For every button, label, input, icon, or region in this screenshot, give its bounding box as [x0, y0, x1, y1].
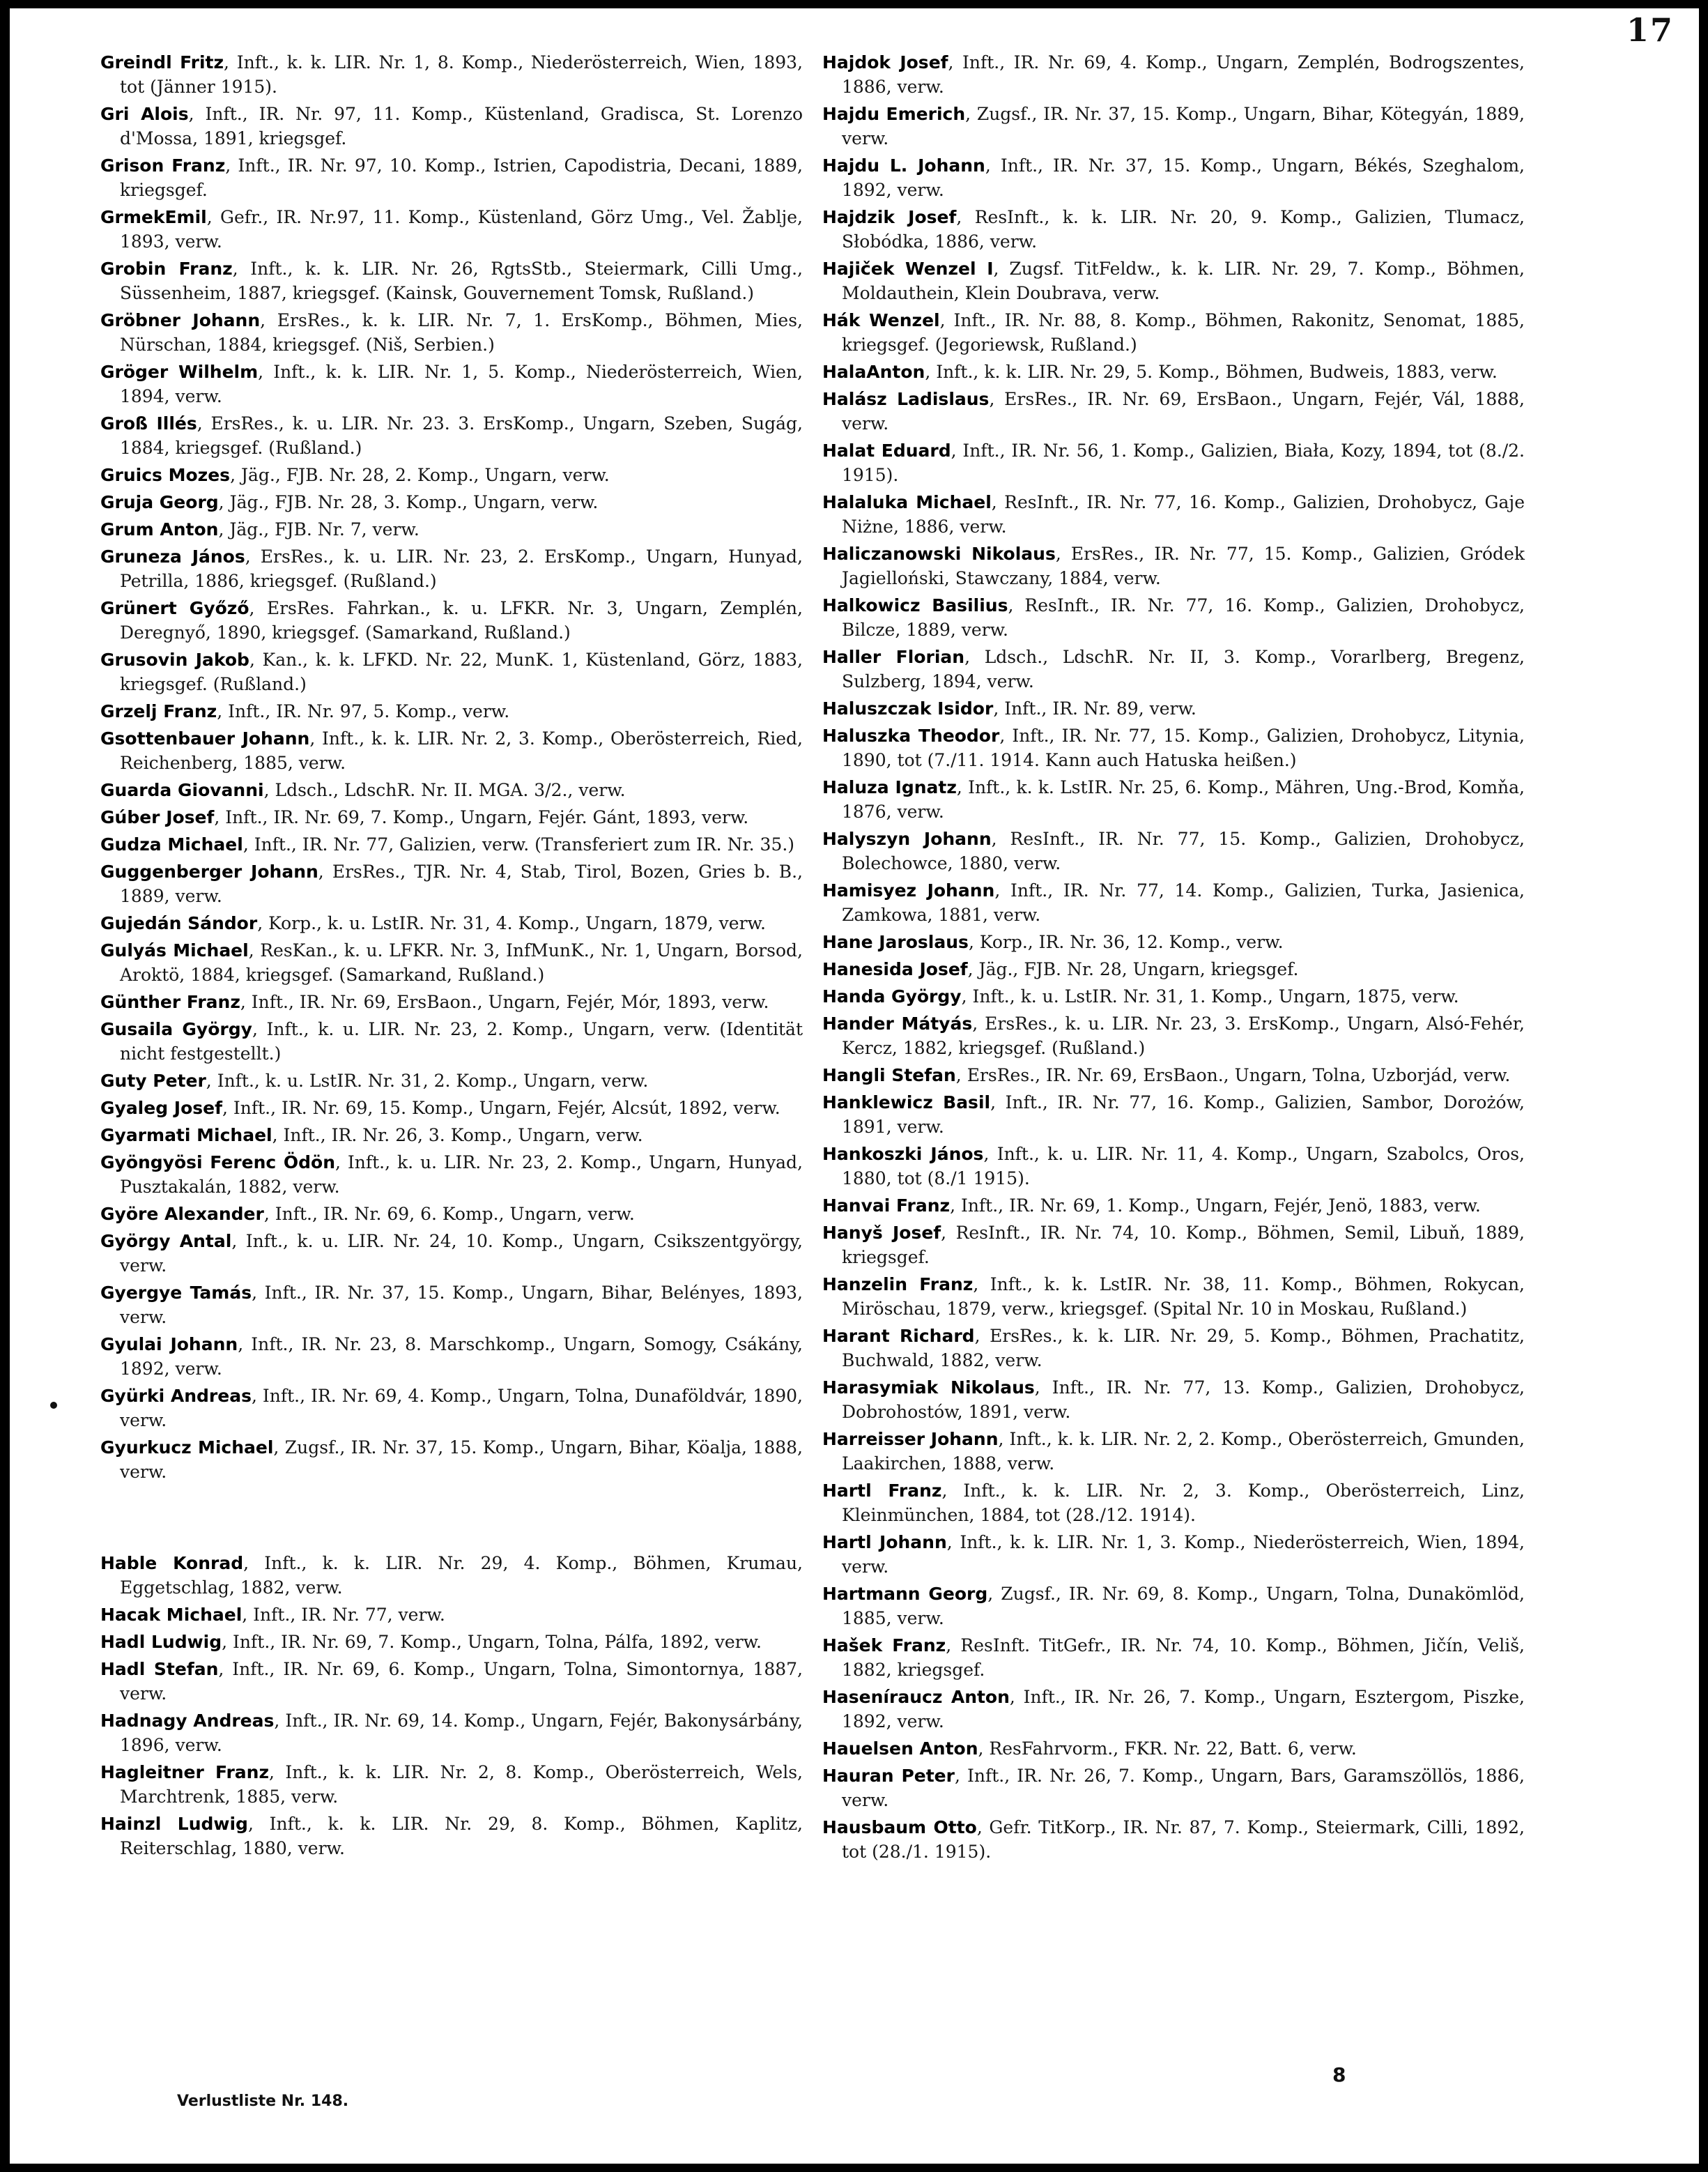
casualty-entry	[822, 1427, 1525, 1476]
casualty-name: Gruja Georg	[100, 492, 219, 512]
casualty-name: Hartl Franz	[822, 1481, 942, 1501]
casualty-details: , Inft., IR. Nr. 26, 7. Komp., Ungarn, Esztergom, Piszke, 1892, verw.	[842, 1687, 1525, 1731]
casualty-entry	[822, 1530, 1525, 1579]
casualty-details: , Inft., IR. Nr. 69, ErsBaon., Ungarn, Fejér, Mór, 1893, verw.	[240, 992, 769, 1012]
casualty-entry	[100, 778, 803, 802]
casualty-entry	[100, 1096, 803, 1120]
casualty-details: , Inft., k. u. LstIR. Nr. 31, 2. Komp., Ungarn, verw.	[206, 1071, 649, 1091]
casualty-details: , ResInft., IR. Nr. 74, 10. Komp., Böhmen, Semil, Libuň, 1889, kriegsgef.	[842, 1223, 1525, 1267]
casualty-name: Gudza Michael	[100, 834, 243, 855]
casualty-entry	[100, 1435, 803, 1484]
casualty-details: , Jäg., FJB. Nr. 7, verw.	[218, 519, 420, 540]
casualty-entry	[100, 1603, 803, 1627]
casualty-entry	[100, 411, 803, 460]
casualty-name: Hajdzik Josef	[822, 207, 957, 227]
casualty-entry	[822, 1815, 1525, 1864]
casualty-name: Hanklewicz Basil	[822, 1092, 991, 1112]
casualty-details: , Inft., IR. Nr. 26, 7. Komp., Ungarn, Bars, Garamszöllös, 1886, verw.	[842, 1766, 1525, 1810]
casualty-entry	[822, 308, 1525, 357]
casualty-name: Hajdu Emerich	[822, 104, 966, 124]
casualty-details: , Inft., IR. Nr. 97, 11. Komp., Küstenland, Gradisca, St. Lorenzo d'Mossa, 1891, kriegsgef.	[120, 104, 803, 148]
casualty-entry	[100, 1017, 803, 1066]
casualty-details: , ResKan., k. u. LFKR. Nr. 3, InfMunK., Nr. 1, Ungarn, Borsod, Aroktö, 1884, kriegsgef. (Samarkand, Rußland.)	[120, 940, 803, 985]
casualty-details: , Inft., IR. Nr. 97, 5. Komp., verw.	[217, 701, 510, 721]
casualty-details: , Inft., k. k. LstIR. Nr. 38, 11. Komp., Böhmen, Rokycan, Miröschau, 1879, verw., kriegsgef. (Spital Nr. 10 in Moskau, Rußland.)	[842, 1274, 1525, 1319]
casualty-name: Hable Konrad	[100, 1553, 244, 1573]
casualty-name: Harreisser Johann	[822, 1429, 999, 1449]
casualty-details: , Inft., IR. Nr. 69, 7. Komp., Ungarn, Fejér. Gánt, 1893, verw.	[214, 807, 749, 827]
casualty-name: Haliczanowski Nikolaus	[822, 544, 1056, 564]
casualty-details: , ResInft., IR. Nr. 77, 16. Komp., Galizien, Drohobycz, Gaje Niżne, 1886, verw.	[842, 492, 1525, 537]
casualty-entry	[100, 1150, 803, 1199]
casualty-name: Gyöngyösi Ferenc Ödön	[100, 1152, 335, 1172]
casualty-entry	[822, 645, 1525, 694]
casualty-details: , Gefr. TitKorp., IR. Nr. 87, 7. Komp., Steiermark, Cilli, 1892, tot (28./1. 1915).	[842, 1817, 1525, 1862]
casualty-name: Haluszka Theodor	[822, 726, 1000, 746]
casualty-entry	[822, 438, 1525, 487]
casualty-entry	[100, 1332, 803, 1381]
casualty-name: Grum Anton	[100, 519, 219, 540]
casualty-name: GrmekEmil	[100, 207, 207, 227]
casualty-name: Hamisyez Johann	[822, 880, 995, 901]
casualty-entry	[822, 1582, 1525, 1630]
casualty-name: Hainzl Ludwig	[100, 1814, 248, 1834]
casualty-details: , Jäg., FJB. Nr. 28, 3. Komp., Ungarn, verw.	[218, 492, 599, 512]
casualty-details: , Zugsf., IR. Nr. 37, 15. Komp., Ungarn, Bihar, Köalja, 1888, verw.	[120, 1437, 803, 1482]
casualty-name: Gyurkucz Michael	[100, 1437, 274, 1458]
casualty-entry	[100, 1708, 803, 1757]
casualty-details: , Jäg., FJB. Nr. 28, 2. Komp., Ungarn, verw.	[230, 465, 610, 485]
casualty-details: , Inft., IR. Nr. 77, 13. Komp., Galizien, Drohobycz, Dobrohostów, 1891, verw.	[842, 1377, 1525, 1422]
casualty-details: , Inft., k. u. LIR. Nr. 23, 2. Komp., Ungarn, Hunyad, Pusztakalán, 1882, verw.	[120, 1152, 803, 1197]
casualty-details: , Inft., k. k. LIR. Nr. 29, 4. Komp., Böhmen, Krumau, Eggetschlag, 1882, verw.	[120, 1553, 803, 1598]
casualty-details: , Inft., IR. Nr. 37, 15. Komp., Ungarn, Bihar, Belényes, 1893, verw.	[120, 1283, 803, 1327]
casualty-entry	[822, 1272, 1525, 1321]
casualty-name: Hajiček Wenzel I	[822, 259, 994, 279]
casualty-details: , ErsRes., k. k. LIR. Nr. 29, 5. Komp., Böhmen, Prachatitz, Buchwald, 1882, verw.	[842, 1326, 1525, 1370]
casualty-details: , Inft., k. k. LIR. Nr. 2, 3. Komp., Oberösterreich, Linz, Kleinmünchen, 1884, tot (28./12. 1914).	[842, 1481, 1525, 1525]
casualty-details: , Inft., IR. Nr. 69, 14. Komp., Ungarn, Fejér, Bakonysárbány, 1896, verw.	[120, 1711, 803, 1755]
casualty-name: Gyulai Johann	[100, 1334, 238, 1354]
casualty-name: Gyarmati Michael	[100, 1125, 272, 1145]
casualty-name: Halat Eduard	[822, 441, 951, 461]
casualty-entry	[100, 805, 803, 829]
casualty-name: HalaAnton	[822, 362, 925, 382]
casualty-name: Guarda Giovanni	[100, 780, 264, 800]
page-number: 17	[1626, 11, 1674, 49]
casualty-name: Grison Franz	[100, 155, 226, 176]
casualty-name: Hacak Michael	[100, 1605, 243, 1625]
casualty-entry	[822, 878, 1525, 927]
casualty-details: , ErsRes., TJR. Nr. 4, Stab, Tirol, Bozen, Gries b. B., 1889, verw.	[120, 862, 803, 906]
casualty-entry	[100, 205, 803, 254]
casualty-details: , ErsRes., k. u. LIR. Nr. 23. 3. ErsKomp., Ungarn, Szeben, Sugág, 1884, kriegsgef. (Rußland.)	[120, 413, 803, 458]
casualty-entry	[822, 50, 1525, 99]
casualty-entry	[822, 1478, 1525, 1527]
casualty-name: Grünert Győző	[100, 598, 249, 618]
casualty-entry	[100, 1812, 803, 1860]
casualty-details: , Inft., IR. Nr. 77, 14. Komp., Galizien, Turka, Jasienica, Zamkowa, 1881, verw.	[842, 880, 1525, 925]
casualty-name: Haller Florian	[822, 647, 965, 667]
casualty-name: Gujedán Sándor	[100, 913, 258, 933]
casualty-entry	[100, 102, 803, 151]
casualty-details: , ErsRes., IR. Nr. 69, ErsBaon., Ungarn, Tolna, Uzborjád, verw.	[955, 1065, 1511, 1085]
casualty-details: , Inft., k. k. LIR. Nr. 1, 5. Komp., Niederösterreich, Wien, 1894, verw.	[120, 362, 803, 406]
casualty-entry	[100, 832, 803, 857]
casualty-details: , Inft., k. k. LIR. Nr. 29, 8. Komp., Böhmen, Kaplitz, Reiterschlag, 1880, verw.	[120, 1814, 803, 1858]
list-label: Verlustliste Nr. 148.	[177, 2093, 349, 2110]
casualty-name: Hane Jaroslaus	[822, 932, 969, 952]
casualty-details: , Inft., IR. Nr. 77, 15. Komp., Galizien, Drohobycz, Litynia, 1890, tot (7./11. 1914. Kann auch Hatuska heißen.)	[842, 726, 1525, 770]
casualty-entry	[822, 775, 1525, 824]
casualty-entry	[822, 1063, 1525, 1087]
casualty-name: Gúber Josef	[100, 807, 215, 827]
casualty-details: , Kan., k. k. LFKD. Nr. 22, MunK. 1, Küstenland, Görz, 1883, kriegsgef. (Rußland.)	[120, 650, 803, 694]
casualty-entry	[822, 1736, 1525, 1761]
casualty-name: Handa György	[822, 986, 962, 1007]
casualty-entry	[822, 1193, 1525, 1218]
casualty-name: Harasymiak Nikolaus	[822, 1377, 1035, 1398]
casualty-name: Günther Franz	[100, 992, 240, 1012]
casualty-details: , ErsRes., k. u. LIR. Nr. 23, 2. ErsKomp., Ungarn, Hunyad, Petrilla, 1886, kriegsgef. (Rußland.)	[120, 546, 803, 591]
casualty-details: , Ldsch., LdschR. Nr. II. MGA. 3/2., verw.	[263, 780, 626, 800]
casualty-name: Gri Alois	[100, 104, 189, 124]
casualty-details: , Inft., k. k. LIR. Nr. 2, 2. Komp., Oberösterreich, Gmunden, Laakirchen, 1888, verw.	[842, 1429, 1525, 1474]
casualty-name: Györe Alexander	[100, 1204, 264, 1224]
casualty-entry	[822, 490, 1525, 539]
right-column	[822, 50, 1525, 1867]
casualty-details: , Jäg., FJB. Nr. 28, Ungarn, kriegsgef.	[967, 959, 1299, 979]
casualty-name: Hašek Franz	[822, 1635, 946, 1655]
casualty-name: Gruneza János	[100, 546, 245, 567]
casualty-details: , Inft., k. k. LIR. Nr. 26, RgtsStb., Steiermark, Cilli Umg., Süssenheim, 1887, kriegsgef. (Kainsk, Gouvernement Tomsk, Rußland.)	[120, 259, 803, 303]
casualty-details: , Gefr., IR. Nr.97, 11. Komp., Küstenland, Görz Umg., Vel. Žablje, 1893, verw.	[120, 207, 803, 252]
casualty-name: Gusaila György	[100, 1019, 252, 1039]
casualty-name: Gruics Mozes	[100, 465, 231, 485]
casualty-entry	[822, 1142, 1525, 1191]
casualty-entry	[822, 1375, 1525, 1424]
casualty-details: , Inft., IR. Nr. 69, 1. Komp., Ungarn, Fejér, Jenö, 1883, verw.	[950, 1195, 1481, 1216]
casualty-entry	[822, 360, 1525, 384]
casualty-entry	[100, 1229, 803, 1278]
casualty-name: Halász Ladislaus	[822, 389, 990, 409]
casualty-details: , ErsRes., k. k. LIR. Nr. 7, 1. ErsKomp., Böhmen, Mies, Nürschan, 1884, kriegsgef. (Niš, Serbien.)	[120, 310, 803, 355]
casualty-entry	[822, 827, 1525, 875]
casualty-details: , Inft., IR. Nr. 88, 8. Komp., Böhmen, Rakonitz, Senomat, 1885, kriegsgef. (Jegoriewsk, Rußland.)	[842, 310, 1525, 355]
casualty-details: , Inft., IR. Nr. 77, 16. Komp., Galizien, Sambor, Dorożów, 1891, verw.	[842, 1092, 1525, 1137]
casualty-details: , Inft., IR. Nr. 69, 7. Komp., Ungarn, Tolna, Pálfa, 1892, verw.	[222, 1632, 762, 1652]
casualty-entry	[822, 984, 1525, 1009]
casualty-entry	[822, 1324, 1525, 1372]
casualty-name: Guggenberger Johann	[100, 862, 318, 882]
casualty-entry	[822, 205, 1525, 254]
casualty-details: , ErsRes., IR. Nr. 77, 15. Komp., Galizien, Gródek Jagielloński, Stawczany, 1884, verw.	[842, 544, 1525, 588]
casualty-details: , Inft., IR. Nr. 69, 6. Komp., Ungarn, verw.	[263, 1204, 635, 1224]
casualty-name: Hanyš Josef	[822, 1223, 941, 1243]
casualty-entry	[100, 1280, 803, 1329]
casualty-entry	[822, 102, 1525, 151]
casualty-entry	[100, 859, 803, 908]
casualty-entry	[100, 938, 803, 987]
casualty-details: , Korp., IR. Nr. 36, 12. Komp., verw.	[968, 932, 1284, 952]
casualty-name: Hartmann Georg	[822, 1584, 988, 1604]
casualty-entry	[822, 930, 1525, 954]
casualty-details: , ResFahrvorm., FKR. Nr. 22, Batt. 6, verw.	[978, 1738, 1357, 1759]
casualty-details: , Inft., k. k. LstIR. Nr. 25, 6. Komp., Mähren, Ung.-Brod, Komňa, 1876, verw.	[842, 777, 1525, 822]
casualty-entry	[100, 490, 803, 514]
casualty-entry	[822, 593, 1525, 642]
casualty-entry	[100, 648, 803, 696]
casualty-name: Hanvai Franz	[822, 1195, 951, 1216]
casualty-entry	[100, 544, 803, 593]
sheet-number: 8	[1332, 2063, 1346, 2086]
document-page	[10, 8, 1699, 2164]
casualty-name: Halyszyn Johann	[822, 829, 992, 849]
casualty-details: , Ldsch., LdschR. Nr. II, 3. Komp., Vorarlberg, Bregenz, Sulzberg, 1894, verw.	[842, 647, 1525, 691]
casualty-entry	[822, 1090, 1525, 1139]
casualty-entry	[100, 308, 803, 357]
casualty-name: Hangli Stefan	[822, 1065, 956, 1085]
casualty-entry	[100, 1630, 803, 1654]
casualty-details: , Inft., k. k. LIR. Nr. 1, 8. Komp., Niederösterreich, Wien, 1893, tot (Jänner 1915).	[120, 52, 803, 97]
casualty-details: , Inft., IR. Nr. 69, 6. Komp., Ungarn, Tolna, Simontornya, 1887, verw.	[120, 1659, 803, 1704]
casualty-name: Gyergye Tamás	[100, 1283, 252, 1303]
casualty-details: , Korp., k. u. LstIR. Nr. 31, 4. Komp., Ungarn, 1879, verw.	[257, 913, 766, 933]
casualty-name: Hartl Johann	[822, 1532, 947, 1552]
casualty-name: Guty Peter	[100, 1071, 206, 1091]
casualty-entry	[100, 517, 803, 542]
casualty-details: , Inft., IR. Nr. 56, 1. Komp., Galizien, Biała, Kozy, 1894, tot (8./2. 1915).	[842, 441, 1525, 485]
casualty-name: Haluza Ignatz	[822, 777, 957, 797]
casualty-entry	[822, 1011, 1525, 1060]
casualty-name: Halaluka Michael	[822, 492, 992, 512]
casualty-details: , ResInft., IR. Nr. 77, 15. Komp., Galizien, Drohobycz, Bolechowce, 1880, verw.	[842, 829, 1525, 873]
casualty-name: Hadnagy Andreas	[100, 1711, 275, 1731]
casualty-entry	[100, 1123, 803, 1147]
casualty-details: , Inft., IR. Nr. 26, 3. Komp., Ungarn, verw.	[272, 1125, 643, 1145]
casualty-entry	[822, 1221, 1525, 1269]
casualty-name: Harant Richard	[822, 1326, 975, 1346]
casualty-name: Gulyás Michael	[100, 940, 249, 961]
casualty-entry	[100, 1760, 803, 1809]
casualty-entry	[822, 257, 1525, 305]
casualty-entry	[822, 696, 1525, 721]
casualty-details: , ResInft. TitGefr., IR. Nr. 74, 10. Komp., Böhmen, Jičín, Veliš, 1882, kriegsgef.	[842, 1635, 1525, 1680]
casualty-entry	[100, 1202, 803, 1226]
casualty-name: Groß Illés	[100, 413, 197, 434]
casualty-entry	[100, 726, 803, 775]
casualty-name: Hajdu L. Johann	[822, 155, 985, 176]
casualty-name: Greindl Fritz	[100, 52, 224, 72]
casualty-name: Hadl Stefan	[100, 1659, 219, 1679]
casualty-details: , Inft., IR. Nr. 69, 15. Komp., Ungarn, Fejér, Alcsút, 1892, verw.	[222, 1098, 780, 1118]
casualty-details: , Inft., k. u. LIR. Nr. 24, 10. Komp., Ungarn, Csikszentgyörgy, verw.	[120, 1231, 803, 1276]
casualty-name: Hauelsen Anton	[822, 1738, 978, 1759]
casualty-name: Gröbner Johann	[100, 310, 261, 330]
casualty-details: , ResInft., IR. Nr. 77, 16. Komp., Galizien, Drohobycz, Bilcze, 1889, verw.	[842, 595, 1525, 640]
casualty-details: , Inft., k. u. LIR. Nr. 23, 2. Komp., Ungarn, verw. (Identität nicht festgestellt.)	[120, 1019, 803, 1064]
casualty-entry	[100, 911, 803, 935]
casualty-details: , ErsRes., IR. Nr. 69, ErsBaon., Ungarn, Fejér, Vál, 1888, verw.	[842, 389, 1525, 434]
casualty-details: , Zugsf., IR. Nr. 37, 15. Komp., Ungarn, Bihar, Kötegyán, 1889, verw.	[842, 104, 1525, 148]
casualty-name: Grzelj Franz	[100, 701, 217, 721]
casualty-entry	[822, 957, 1525, 981]
casualty-entry	[822, 387, 1525, 436]
casualty-name: Hanesida Josef	[822, 959, 968, 979]
casualty-name: Hák Wenzel	[822, 310, 940, 330]
casualty-entry	[100, 50, 803, 99]
casualty-name: Hankoszki János	[822, 1144, 984, 1164]
casualty-entry	[100, 1551, 803, 1600]
casualty-entry	[822, 1764, 1525, 1812]
casualty-details: , Inft., k. k. LIR. Nr. 29, 5. Komp., Böhmen, Budweis, 1883, verw.	[925, 362, 1498, 382]
casualty-details: , Inft., k. k. LIR. Nr. 2, 8. Komp., Oberösterreich, Wels, Marchtrenk, 1885, verw.	[120, 1762, 803, 1807]
casualty-name: Gsottenbauer Johann	[100, 728, 310, 749]
casualty-entry	[100, 360, 803, 408]
casualty-name: Halkowicz Basilius	[822, 595, 1008, 615]
casualty-details: , Inft., IR. Nr. 69, 4. Komp., Ungarn, Tolna, Dunaföldvár, 1890, verw.	[120, 1386, 803, 1430]
casualty-details: , ErsRes., k. u. LIR. Nr. 23, 3. ErsKomp., Ungarn, Alsó-Fehér, Kercz, 1882, kriegsgef. (Rußland.)	[842, 1014, 1525, 1058]
casualty-entry	[100, 1384, 803, 1432]
casualty-details: , Inft., IR. Nr. 97, 10. Komp., Istrien, Capodistria, Decani, 1889, kriegsgef.	[120, 155, 803, 200]
casualty-details: , Inft., k. u. LstIR. Nr. 31, 1. Komp., Ungarn, 1875, verw.	[961, 986, 1459, 1007]
section-gap	[100, 1487, 803, 1551]
casualty-details: , Inft., IR. Nr. 23, 8. Marschkomp., Ungarn, Somogy, Csákány, 1892, verw.	[120, 1334, 803, 1379]
casualty-details: , Inft., k. u. LIR. Nr. 11, 4. Komp., Ungarn, Szabolcs, Oros, 1880, tot (8./1 1915).	[842, 1144, 1525, 1188]
casualty-name: Hausbaum Otto	[822, 1817, 977, 1837]
casualty-name: Hajdok Josef	[822, 52, 948, 72]
casualty-name: Hander Mátyás	[822, 1014, 973, 1034]
casualty-details: , Inft., IR. Nr. 89, verw.	[993, 698, 1197, 719]
casualty-name: Gröger Wilhelm	[100, 362, 259, 382]
casualty-details: , Inft., IR. Nr. 77, verw.	[242, 1605, 445, 1625]
casualty-entry	[822, 542, 1525, 590]
casualty-details: , ErsRes. Fahrkan., k. u. LFKR. Nr. 3, Ungarn, Zemplén, Deregnyő, 1890, kriegsgef. (Samarkand, Rußland.)	[120, 598, 803, 643]
casualty-name: Haluszczak Isidor	[822, 698, 994, 719]
casualty-name: Grobin Franz	[100, 259, 233, 279]
casualty-name: Gyürki Andreas	[100, 1386, 252, 1406]
casualty-details: , Inft., k. k. LIR. Nr. 2, 3. Komp., Oberösterreich, Ried, Reichenberg, 1885, verw.	[120, 728, 803, 773]
casualty-details: , Inft., k. k. LIR. Nr. 1, 3. Komp., Niederösterreich, Wien, 1894, verw.	[842, 1532, 1525, 1577]
casualty-entry	[822, 153, 1525, 202]
casualty-details: , Zugsf. TitFeldw., k. k. LIR. Nr. 29, 7. Komp., Böhmen, Moldauthein, Klein Doubrava, verw.	[842, 259, 1525, 303]
casualty-details: , Zugsf., IR. Nr. 69, 8. Komp., Ungarn, Tolna, Dunakömlöd, 1885, verw.	[842, 1584, 1525, 1628]
casualty-entry	[822, 724, 1525, 772]
casualty-name: Gyaleg Josef	[100, 1098, 222, 1118]
casualty-details: , Inft., IR. Nr. 69, 4. Komp., Ungarn, Zemplén, Bodrogszentes, 1886, verw.	[842, 52, 1525, 97]
casualty-name: Hauran Peter	[822, 1766, 955, 1786]
casualty-entry	[100, 153, 803, 202]
casualty-entry	[822, 1685, 1525, 1734]
casualty-entry	[100, 1069, 803, 1093]
casualty-name: Haseníraucz Anton	[822, 1687, 1010, 1707]
casualty-entry	[100, 596, 803, 645]
casualty-entry	[100, 257, 803, 305]
casualty-entry	[100, 990, 803, 1014]
casualty-name: Grusovin Jakob	[100, 650, 249, 670]
casualty-name: György Antal	[100, 1231, 232, 1251]
casualty-name: Hagleitner Franz	[100, 1762, 270, 1782]
casualty-details: , Inft., IR. Nr. 37, 15. Komp., Ungarn, Békés, Szeghalom, 1892, verw.	[842, 155, 1525, 200]
casualty-entry	[100, 699, 803, 724]
left-column	[100, 50, 803, 1863]
margin-dot	[50, 1402, 57, 1409]
casualty-name: Hanzelin Franz	[822, 1274, 974, 1294]
casualty-details: , ResInft., k. k. LIR. Nr. 20, 9. Komp., Galizien, Tlumacz, Słobódka, 1886, verw.	[842, 207, 1525, 252]
casualty-name: Hadl Ludwig	[100, 1632, 222, 1652]
casualty-entry	[100, 1657, 803, 1706]
casualty-details: , Inft., IR. Nr. 77, Galizien, verw. (Transferiert zum IR. Nr. 35.)	[243, 834, 795, 855]
casualty-entry	[100, 463, 803, 487]
casualty-entry	[822, 1633, 1525, 1682]
